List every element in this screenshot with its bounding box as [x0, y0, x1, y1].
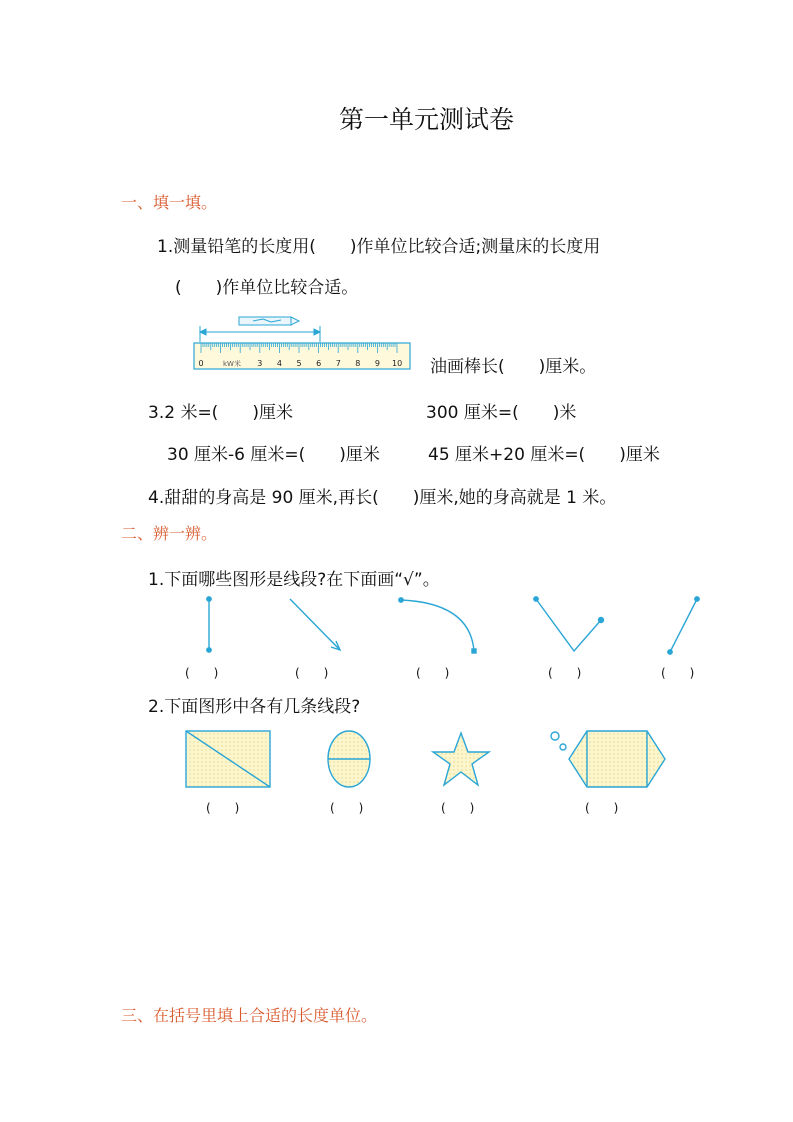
judge-1-blank-2[interactable]: ( ): [295, 666, 329, 680]
ruler-tick-label: 4: [276, 359, 282, 368]
judge-1-text: 1.下面哪些图形是线段?在下面画“√”。: [148, 570, 440, 590]
ruler-tick-label: 3: [257, 359, 263, 368]
judge-2-blank-2[interactable]: ( ): [330, 801, 364, 815]
figure-vertical-segment: [207, 597, 211, 652]
judge-1-blank-5[interactable]: ( ): [661, 666, 695, 680]
judge-2-blank-4[interactable]: ( ): [585, 801, 619, 815]
ruler-watermark: kW米: [223, 360, 241, 368]
figure-hexagon-tag: [551, 731, 665, 787]
judge-1-figures: [0, 590, 793, 660]
figure-star: [433, 733, 489, 785]
ruler-tick-label: 9: [374, 359, 380, 368]
question-2-text: 油画棒长( )厘米。: [430, 357, 597, 377]
crayon-icon: [239, 317, 299, 325]
ruler-tick-label: 7: [335, 359, 341, 368]
figure-rectangle-diagonal: [186, 731, 270, 787]
judge-1-blank-4[interactable]: ( ): [548, 666, 582, 680]
ruler-tick-label: 5: [296, 359, 302, 368]
question-4: 4.甜甜的身高是 90 厘米,再长( )厘米,她的身高就是 1 米。: [148, 488, 617, 508]
question-3c: 30 厘米-6 厘米=( )厘米: [167, 445, 380, 465]
section-one-heading: 一、填一填。: [121, 193, 218, 212]
section-two-heading: 二、辨一辨。: [121, 524, 218, 543]
judge-2-blank-3[interactable]: ( ): [441, 801, 475, 815]
judge-2-blank-1[interactable]: ( ): [206, 801, 240, 815]
figure-angle: [534, 597, 604, 651]
question-3b: 300 厘米=( )米: [426, 403, 577, 423]
ruler-tick-label: 10: [392, 359, 403, 368]
judge-1-blank-3[interactable]: ( ): [416, 666, 450, 680]
judge-2-figures: [0, 725, 793, 795]
ruler-tick-label: 0: [198, 359, 204, 368]
ruler-tick-label: 6: [316, 359, 322, 368]
figure-ellipse-chord: [328, 731, 370, 787]
page-title: 第一单元测试卷: [338, 105, 514, 134]
question-1-line-2: ( )作单位比较合适。: [175, 278, 359, 298]
question-3a: 3.2 米=( )厘米: [148, 403, 293, 423]
figure-slanted-segment: [668, 597, 699, 654]
figure-ray-arrow: [290, 599, 340, 650]
question-3d: 45 厘米+20 厘米=( )厘米: [428, 445, 660, 465]
judge-2-text: 2.下面图形中各有几条线段?: [148, 697, 361, 717]
section-three-heading: 三、在括号里填上合适的长度单位。: [121, 1006, 378, 1025]
measure-arrow-icon: [200, 326, 320, 342]
ruler-illustration: [193, 312, 413, 372]
ruler-tick-label: 8: [355, 359, 361, 368]
question-1-line-1: 1.测量铅笔的长度用( )作单位比较合适;测量床的长度用: [157, 237, 601, 257]
judge-1-blank-1[interactable]: ( ): [185, 666, 219, 680]
figure-curve: [399, 598, 476, 653]
